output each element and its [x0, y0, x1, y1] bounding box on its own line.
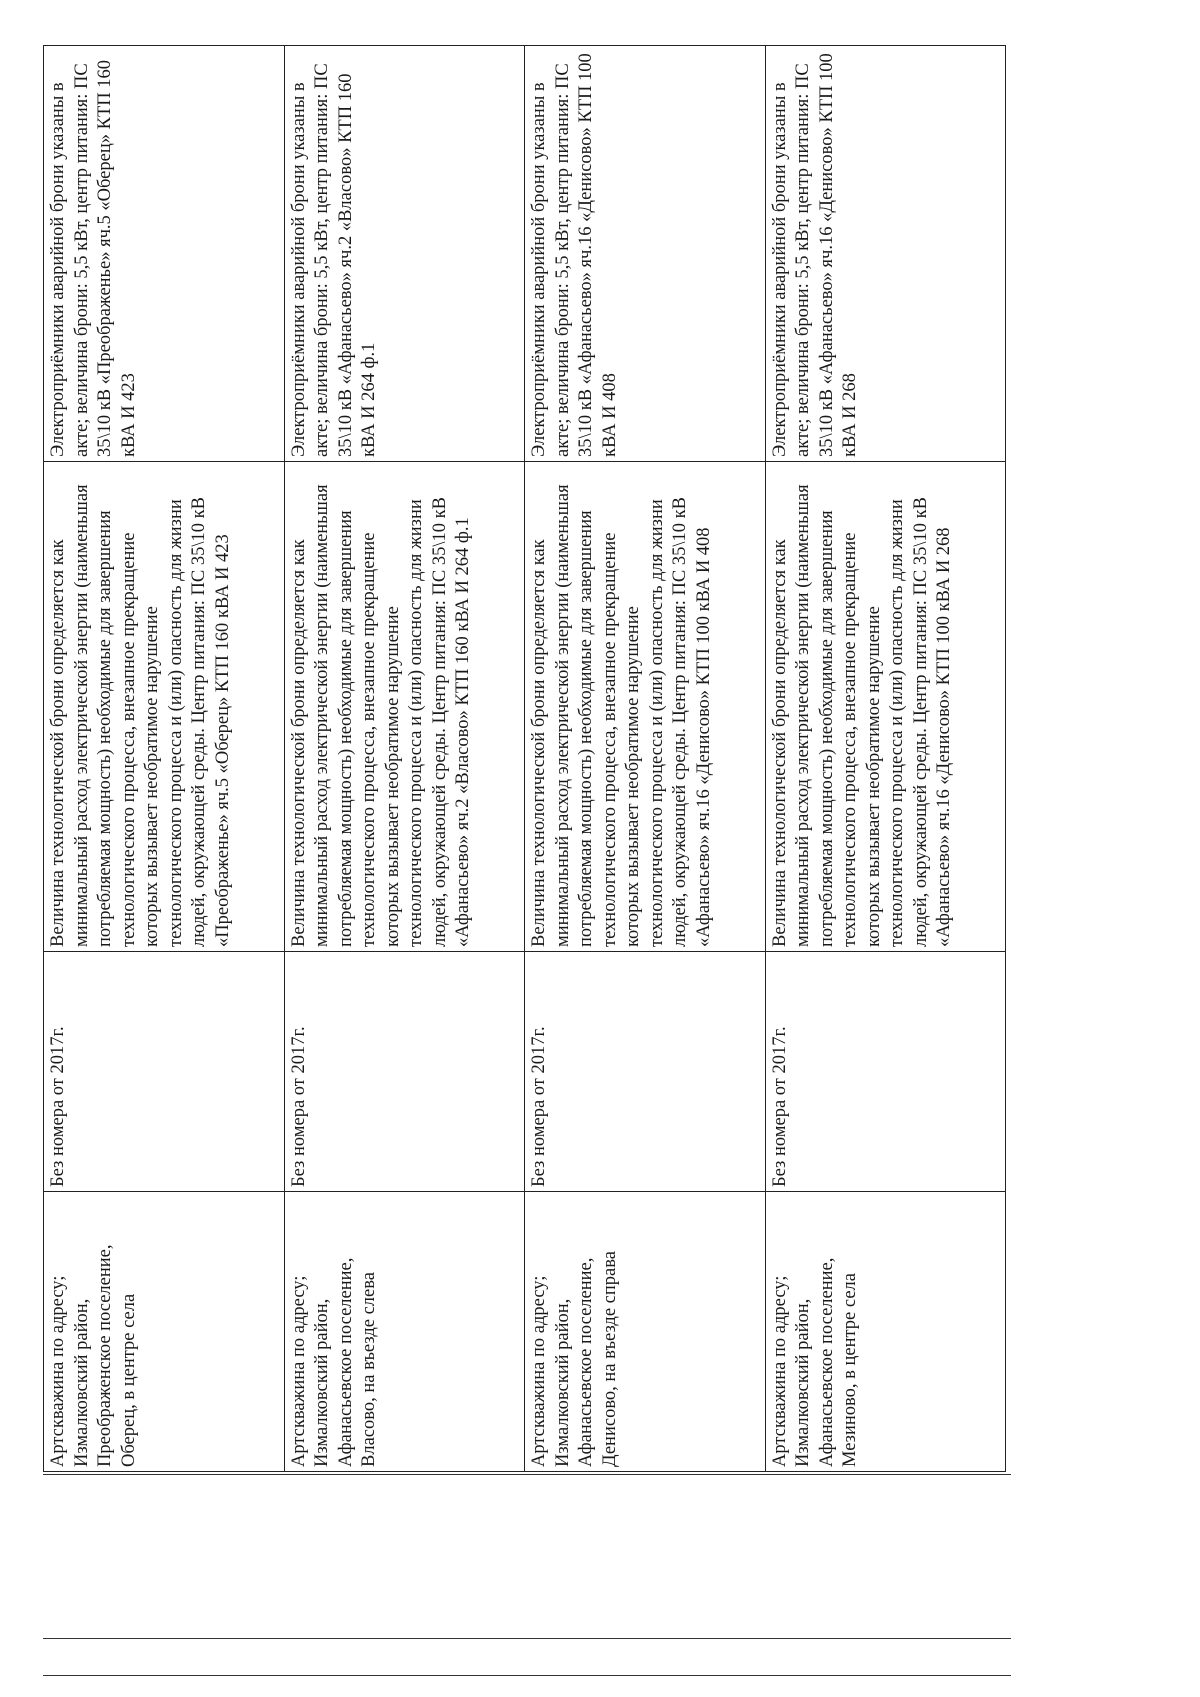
emergency-reserve-cell: Электроприёмники аварийной брони указаны в акте; величина брони: 5,5 кВт, центр питания: ПС 35\10 кВ «Афанасьево» яч.2 «Власово» КТП 160 кВА И 264 ф.1	[284, 46, 525, 462]
tech-reserve-cell: Величина технологической брони определяется как минимальный расход электрической энергии (наименьшая потребляемая мощность) необходимые для завершения технологического процесса, внезапное прекращение которых вызывает необратимое нарушение технологического процесса и (или) опасность для жизни людей, окружающей среды. Центр питания: ПС 35\10 кВ «Афанасьево» яч.16 «Денисово» КТП 100 кВА И 268	[765, 462, 1006, 952]
table-row	[284, 46, 525, 1472]
object-address-cell: Артскважина по адресу; Измалковский район, Преображенское поселение, Оберец, в центре села	[44, 1192, 285, 1472]
emergency-reserve-cell: Электроприёмники аварийной брони указаны в акте; величина брони: 5,5 кВт, центр питания: ПС 35\10 кВ «Афанасьево» яч.16 «Денисово» КТП 100 кВА И 408	[525, 46, 766, 462]
act-cell: Без номера от 2017г.	[765, 952, 1006, 1192]
tech-reserve-cell: Величина технологической брони определяется как минимальный расход электрической энергии (наименьшая потребляемая мощность) необходимые для завершения технологического процесса, внезапное прекращение которых вызывает необратимое нарушение технологического процесса и (или) опасность для жизни людей, окружающей среды. Центр питания: ПС 35\10 кВ «Афанасьево» яч.16 «Денисово» КТП 100 кВА И 408	[525, 462, 766, 952]
object-address-cell: Артскважина по адресу; Измалковский район, Афанасьевское поселение, Денисово, на въезде справа	[525, 1192, 766, 1472]
tech-reserve-cell: Величина технологической брони определяется как минимальный расход электрической энергии (наименьшая потребляемая мощность) необходимые для завершения технологического процесса, внезапное прекращение которых вызывает необратимое нарушение технологического процесса и (или) опасность для жизни людей, окружающей среды. Центр питания: ПС 35\10 кВ «Афанасьево» яч.2 «Власово» КТП 160 кВА И 264 ф.1	[284, 462, 525, 952]
emergency-reserve-cell: Электроприёмники аварийной брони указаны в акте; величина брони: 5,5 кВт, центр питания: ПС 35\10 кВ «Афанасьево» яч.16 «Денисово» КТП 100 кВА И 268	[765, 46, 1006, 462]
act-cell: Без номера от 2017г.	[284, 952, 525, 1192]
table-row	[765, 46, 1006, 1472]
rotated-page-area	[43, 46, 1006, 1472]
act-cell: Без номера от 2017г.	[44, 952, 285, 1192]
table-row	[525, 46, 766, 1472]
signature-line	[43, 1474, 1011, 1475]
reserve-table	[43, 45, 1006, 1472]
act-cell: Без номера от 2017г.	[525, 952, 766, 1192]
tech-reserve-cell: Величина технологической брони определяется как минимальный расход электрической энергии (наименьшая потребляемая мощность) необходимые для завершения технологического процесса, внезапное прекращение которых вызывает необратимое нарушение технологического процесса и (или) опасность для жизни людей, окружающей среды. Центр питания: ПС 35\10 кВ «Преображенье» яч.5 «Оберец» КТП 160 кВА И 423	[44, 462, 285, 952]
signature-line	[43, 1675, 1011, 1676]
object-address-cell: Артскважина по адресу; Измалковский район, Афанасьевское поселение, Мезиново, в центре села	[765, 1192, 1006, 1472]
signature-line	[43, 1638, 1011, 1639]
landscape-content	[43, 46, 1006, 1472]
table-row	[44, 46, 285, 1472]
emergency-reserve-cell: Электроприёмники аварийной брони указаны в акте; величина брони: 5,5 кВт, центр питания: ПС 35\10 кВ «Преображенье» яч.5 «Оберец» КТП 160 кВА И 423	[44, 46, 285, 462]
object-address-cell: Артскважина по адресу; Измалковский район, Афанасьевское поселение, Власово, на въезде слева	[284, 1192, 525, 1472]
